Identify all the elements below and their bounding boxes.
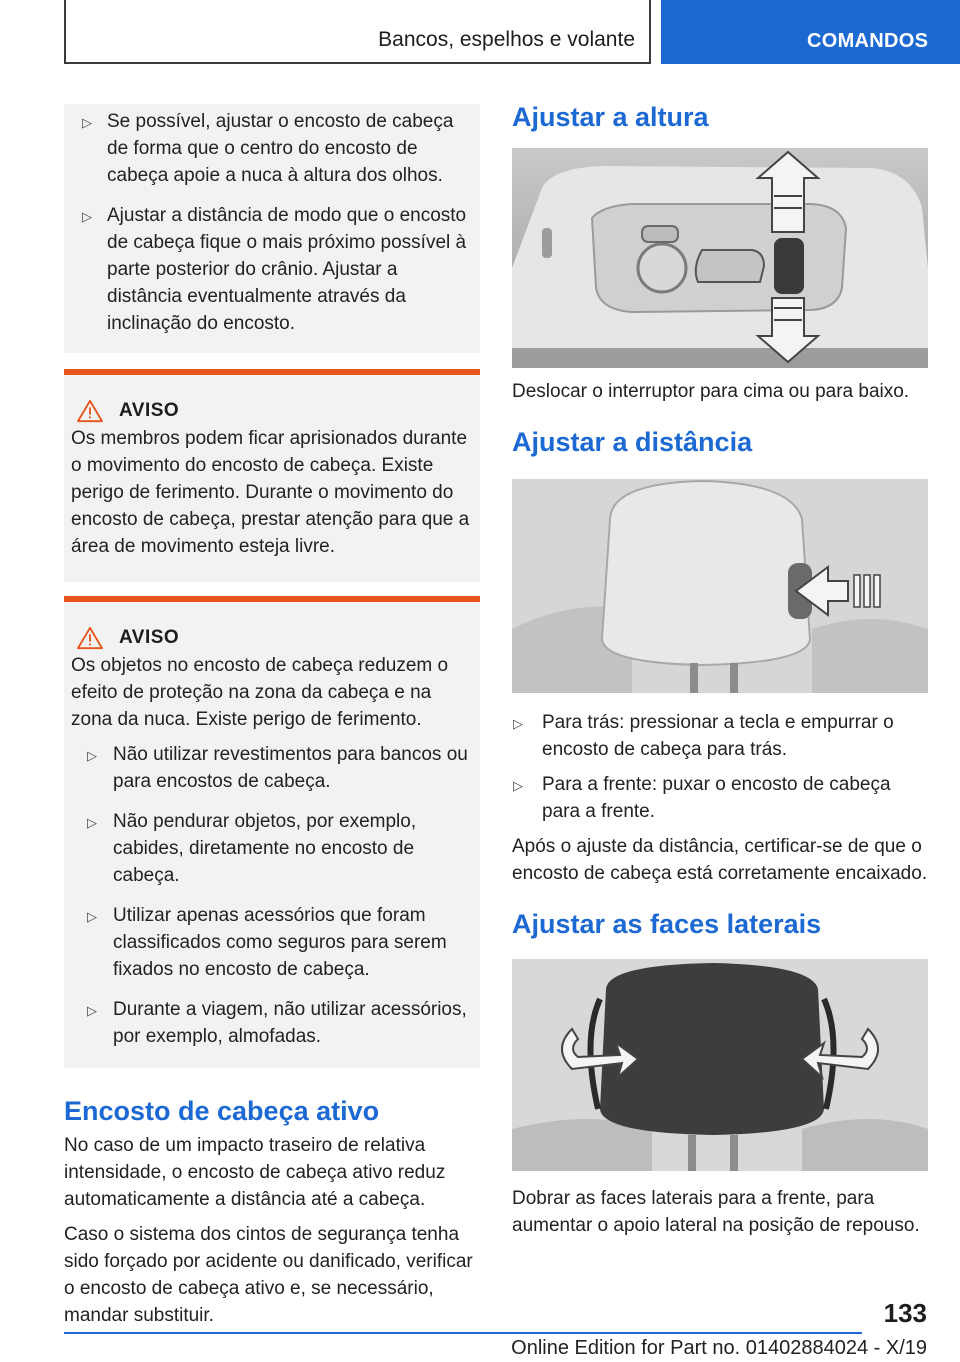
list-item: ▷ Para trás: pressionar a tecla e empurrar o encosto de cabeça para trás. bbox=[513, 712, 894, 760]
warning-text: Os objetos no encosto de cabeça reduzem o efeito de proteção na zona da cabeça e na zona da nuca. Existe perigo de ferimento. bbox=[71, 655, 449, 730]
warning-triangle-icon bbox=[75, 626, 105, 650]
triangle-right-icon: ▷ bbox=[513, 778, 523, 793]
list-item: ▷ Ajustar a distância de modo que o encosto de cabeça fique o mais próximo possível à parte posterior do crânio. Ajustar a distância eventualmente através da inclinação do encosto. bbox=[82, 205, 467, 334]
list-item: ▷ Utilizar apenas acessórios que foram classificados como seguros para serem fixados no encosto de cabeça. bbox=[87, 905, 447, 980]
intro-box bbox=[64, 104, 480, 353]
distance-note: Após o ajuste da distância, certificar-se de que o encosto de cabeça está corretamente encaixado. bbox=[512, 836, 928, 884]
list-item: ▷ Não utilizar revestimentos para bancos ou para encostos de cabeça. bbox=[87, 744, 468, 792]
right-column bbox=[512, 100, 928, 1248]
distance-heading: Ajustar a distância bbox=[512, 427, 753, 457]
distance-bullet-list bbox=[512, 709, 928, 825]
side-wings-image bbox=[512, 959, 928, 1171]
height-heading: Ajustar a altura bbox=[512, 102, 709, 132]
triangle-right-icon: ▷ bbox=[82, 209, 92, 224]
height-switch-image bbox=[512, 148, 928, 368]
active-headrest-text-2: Caso o sistema dos cintos de segurança tenha sido forçado por acidente ou danificado, verificar o encosto de cabeça ativo e, se necessário, mandar substituir. bbox=[64, 1224, 473, 1326]
warning-box-2 bbox=[64, 596, 480, 1068]
warning-label: AVISO bbox=[119, 627, 180, 648]
header-chapter-box bbox=[64, 0, 651, 64]
distance-button-image bbox=[512, 479, 928, 693]
warning-text: Os membros podem ficar aprisionados durante o movimento do encosto de cabeça. Existe perigo de ferimento. Durante o movimento do encosto de cabeça, prestar atenção para que a área de movimento esteja livre. bbox=[71, 428, 470, 557]
list-item: ▷ Durante a viagem, não utilizar acessórios, por exemplo, almofadas. bbox=[87, 999, 467, 1047]
triangle-right-icon: ▷ bbox=[87, 815, 97, 830]
warning-triangle-icon bbox=[75, 399, 105, 423]
warning-bullet-list bbox=[71, 741, 474, 1050]
warning-box-1 bbox=[64, 369, 480, 582]
footer-divider bbox=[64, 1332, 862, 1334]
list-item: ▷ Se possível, ajustar o encosto de cabeça de forma que o centro do encosto de cabeça apoie a nuca à altura dos olhos. bbox=[82, 111, 454, 186]
warning-label: AVISO bbox=[119, 400, 180, 421]
warning-header bbox=[71, 399, 474, 423]
height-caption: Deslocar o interruptor para cima ou para baixo. bbox=[512, 381, 910, 402]
triangle-right-icon: ▷ bbox=[87, 1003, 97, 1018]
page-number: 133 bbox=[883, 1298, 927, 1328]
sides-heading: Ajustar as faces laterais bbox=[512, 909, 822, 939]
list-item: ▷ Não pendurar objetos, por exemplo, cabides, diretamente no encosto de cabeça. bbox=[87, 811, 417, 886]
left-column bbox=[64, 104, 480, 1337]
section-title: COMANDOS bbox=[807, 30, 929, 52]
triangle-right-icon: ▷ bbox=[513, 716, 523, 731]
list-item: ▷ Para a frente: puxar o encosto de cabeça para a frente. bbox=[513, 774, 891, 822]
intro-bullet-list bbox=[71, 108, 476, 337]
footer-edition: Online Edition for Part no. 01402884024 - X/19 bbox=[511, 1337, 927, 1359]
header-section-box bbox=[661, 0, 960, 64]
triangle-right-icon: ▷ bbox=[87, 909, 97, 924]
triangle-right-icon: ▷ bbox=[82, 115, 92, 130]
active-headrest-heading: Encosto de cabeça ativo bbox=[64, 1096, 380, 1126]
sides-caption: Dobrar as faces laterais para a frente, para aumentar o apoio lateral na posição de repouso. bbox=[512, 1188, 920, 1236]
triangle-right-icon: ▷ bbox=[87, 748, 97, 763]
active-headrest-text-1: No caso de um impacto traseiro de relativa intensidade, o encosto de cabeça ativo reduz automaticamente a distância até a cabeça. bbox=[64, 1135, 446, 1210]
chapter-title: Bancos, espelhos e volante bbox=[378, 28, 635, 51]
warning-header bbox=[71, 626, 474, 650]
